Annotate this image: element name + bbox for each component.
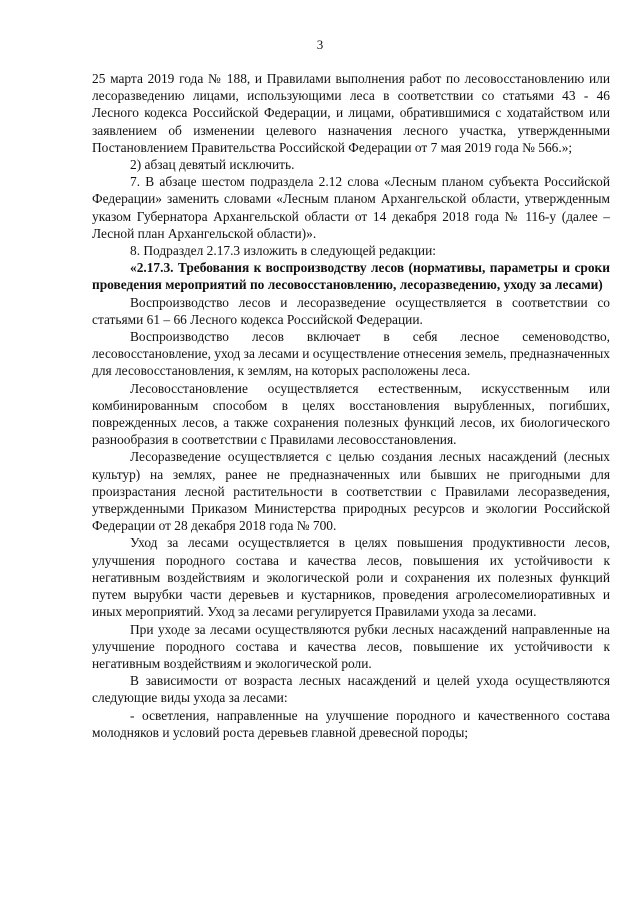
page-number: 3 <box>316 37 324 52</box>
paragraph-reproduction-includes: Воспроизводство лесов включает в себя лесное семеноводство, лесовосстановление, уход за лесами и осуществление отнесения земель, предназначенных для лесовосстановления, к землям, на которых расположены леса. <box>92 329 610 379</box>
paragraph-forest-care: Уход за лесами осуществляется в целях повышения продуктивности лесов, улучшения породного состава и качества лесов, повышения их устойчивости к негативным воздействиям и экологической роли и сохранения их полезных функций путем вырубки части деревьев и кустарников, проведения агролесомелиоративных и иных мероприятий. Уход за лесами регулируется Правилами ухода за лесами. <box>92 535 610 620</box>
paragraph-continuation: 25 марта 2019 года № 188, и Правилами выполнения работ по лесовосстановлению или лесоразведению лицами, использующими леса в соответствии со статьями 43 - 46 Лесного кодекса Российской Федерации, и лицами, обратившимися с ходатайством или заявлением об изменении целевого назначения лесного участка, утвержденными Постановлением Правительства Российской Федерации от 7 мая 2019 года № 566.»; <box>92 71 610 155</box>
paragraph-item-7: 7. В абзаце шестом подраздела 2.12 слова «Лесным планом субъекта Российской Федерации» заменить словами «Лесным планом Архангельской области, утвержденным указом Губернатора Архангельской области от 14 декабря 2018 года № 116-у (далее – Лесной план Архангельской области)». <box>92 174 610 241</box>
paragraph-reforestation: Лесовосстановление осуществляется естественным, искусственным или комбинированным способом в целях восстановления вырубленных, погибших, поврежденных лесов, а также сохранения полезных функций лесов, их биологического разнообразия в соответствии с Правилами лесовосстановления. <box>92 380 610 448</box>
paragraph-afforestation: Лесоразведение осуществляется с целью создания лесных насаждений (лесных культур) на землях, ранее не предназначенных или бывших не пригодными для произрастания лесной растительности в соответствии с Правилами лесоразведения, утвержденными Приказом Министерства природных ресурсов и экологии Российской Федерации от 28 декабря 2018 года № 700. <box>92 449 610 534</box>
list-item-clearing: - осветления, направленные на улучшение породного и качественного состава молодняков и условий роста деревьев главной древесной породы; <box>92 707 610 740</box>
paragraph-item-8: 8. Подраздел 2.17.3 изложить в следующей редакции: <box>130 243 436 259</box>
paragraph-care-cuttings: При уходе за лесами осуществляются рубки лесных насаждений направленные на улучшение породного состава и качества лесов, повышение их устойчивости к негативным воздействиям и экологической роли. <box>92 621 610 671</box>
paragraph-care-types: В зависимости от возраста лесных насаждений и целей ухода осуществляются следующие виды ухода за лесами: <box>92 673 610 706</box>
document-body <box>92 70 610 741</box>
paragraph-reproduction: Воспроизводство лесов и лесоразведение осуществляется в соответствии со статьями 61 – 66 Лесного кодекса Российской Федерации. <box>92 294 610 327</box>
section-heading-2-17-3: «2.17.3. Требования к воспроизводству лесов (нормативы, параметры и сроки проведения мероприятий по лесовосстановлению, лесоразведению, уходу за лесами) <box>92 260 610 293</box>
paragraph-item-2: 2) абзац девятый исключить. <box>130 157 295 173</box>
